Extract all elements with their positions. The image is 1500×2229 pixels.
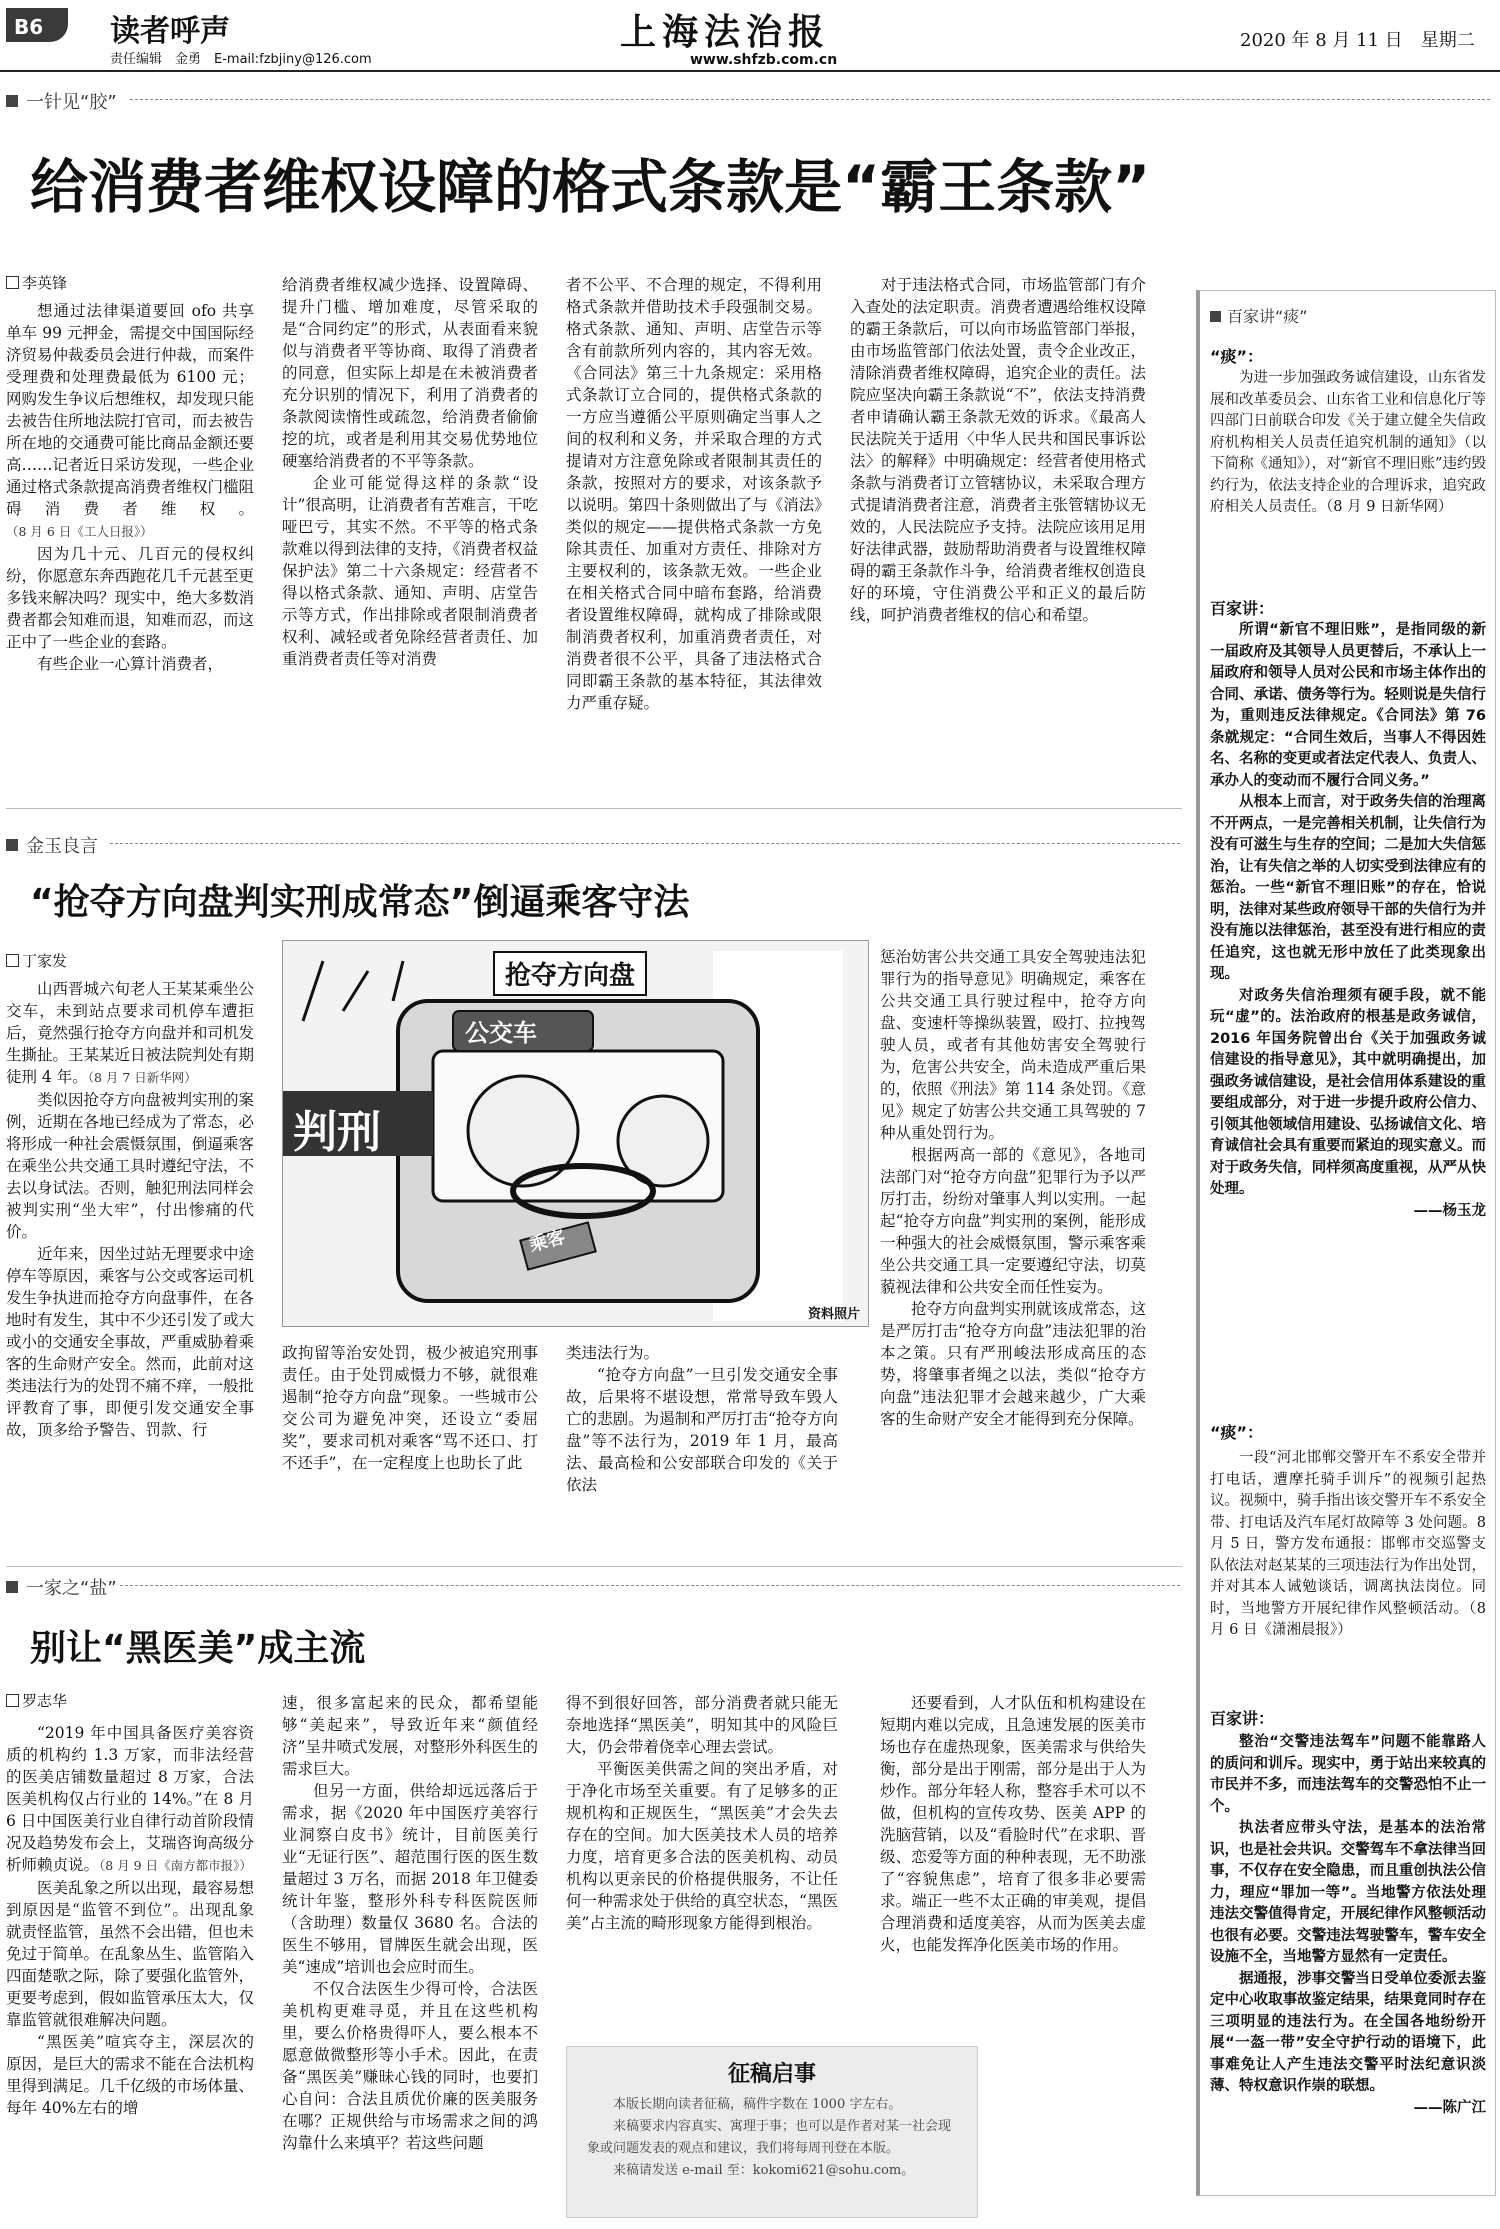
a3-source: （8 月 9 日《南方都市报》） <box>99 1858 252 1873</box>
sidebar-p1 <box>1210 368 1486 562</box>
sidebar-p3-text: 从根本上而言，对于政务失信的治理离不开两点，一是完善相关机制，让失信行为没有可滋生与生存的空间；二是加大失信惩治，让有失信之举的人切实受到法律应有的惩治。一些“新官不理旧账”的存在，恰说明，法律对某些政府领导干部的失信行为并没有施以法律惩治，甚至没有进行相应的责任追究，这也就无形中放任了此类现象出现。 <box>1210 794 1486 982</box>
sidebar-heading-1: “痰”： <box>1210 347 1264 366</box>
a2-col2 <box>282 1342 538 1540</box>
column-tag-1 <box>6 88 117 114</box>
a2-c2p1: 政拘留等治安处罚，极少被追究刑事责任。由于处罚威慑力不够，就很难遏制“抢夺方向盘”现象。一些城市公交公司为避免冲突，还设立“委屈奖”，要求司机对乘客“骂不还口、打不还手”，在一定程度上也助长了此 <box>282 1344 538 1472</box>
tag-rule <box>130 99 1490 100</box>
headline-3: 别让“黑医美”成主流 <box>30 1628 366 1669</box>
a1-c4p1: 对于违法格式合同，市场监管部门有介入查处的法定职责。消费者遭遇给维权设障的霸王条款后，可以向市场监管部门举报，由市场监管部门依法处置，责令企业改正，清除消费者维权障碍，追究企业的责任。法院应坚决向霸王条款说“不”，依法支持消费者申请确认霸王条款无效的诉求。《最高人民法院关于适用〈中华人民共和国民事诉讼法〉的解释》中明确规定：经营者使用格式条款与消费者订立管辖协议，未采取合理方式提请消费者注意，消费者主张管辖协议无效的，人民法院应予支持。法院应该用足用好法律武器，鼓励帮助消费者与设置维权障碍的霸王条款作斗争，给消费者维权创造良好的环境，守住消费公平和正义的最后防线，呵护消费者维权的信心和希望。 <box>850 276 1146 624</box>
column-tag-2 <box>6 832 98 858</box>
a3-c4p1: 还要看到，人才队伍和机构建设在短期内难以完成，且急速发展的医美市场也存在虚热现象，医美需求与供给失衡，部分是出于刚需，部分是出于人为炒作。部分年轻人称，整容手术可以不做，但机构的宣传攻势、医美 APP 的洗脑营销，以及“看脸时代”在求职、晋级、恋爱等方面的种种表现，无不助涨了“容貌焦虑”，培育了很多非必要需求。端正一些不太正确的审美观，提倡合理消费和适度美容，从而为医美去虚火，也能发挥净化医美市场的作用。 <box>880 1694 1146 1954</box>
masthead: 上海法治报 <box>620 11 831 53</box>
square-icon <box>1210 311 1221 322</box>
notice-line-1: 本版长期向读者征稿，稿件字数在 1000 字左右。 <box>613 2097 902 2112</box>
a2-c3p2: “抢夺方向盘”一旦引发交通安全事故，后果将不堪设想，常常导致车毁人亡的悲剧。为遏制和严厉打击“抢夺方向盘”等不法行为，2019 年 1 月，最高法、最高检和公安部联合印发的《关于依法 <box>566 1366 838 1494</box>
sidebar-p1-source: （8 月 9 日新华网） <box>1326 499 1453 515</box>
a3-c2p2: 但另一方面，供给却远远落后于需求，据《2020 年中国医疗美容行业洞察白皮书》统计，目前医美行业“无证行医”、超范围行医的医生数量超过 3 万名，而据 2018 年卫健委统计年鉴，整形外科专科医院医师（含助理）数量仅 3680 名。合法的医生不够用，冒牌医生就会出现，医美“速成”培训也会应时而生。 <box>282 1782 538 1976</box>
headline-2: “抢夺方向盘判实刑成常态”倒逼乘客守法 <box>30 882 690 923</box>
a1-c2p1: 给消费者维权减少选择、设置障碍、提升门槛、增加难度，尽管采取的是“合同约定”的形式，从表面看来貌似与消费者平等协商、取得了消费者的同意，但实际上却是在未被消费者充分识别的情况下，利用了消费者的条款阅读惰性或疏忽，给消费者偷偷挖的坑，或者是利用其交易优势地位硬塞给消费者的不平等条款。 <box>282 276 538 470</box>
cartoon-caption: 抢夺方向盘 <box>493 951 647 996</box>
a2-c4p2: 根据两高一部的《意见》，各地司法部门对“抢夺方向盘”犯罪行为予以严厉打击，纷纷对肇事人判以实刑。一起起“抢夺方向盘”判实刑的案例，能形成一种强大的社会威慑氛围，警示乘客乘坐公共交通工具一定要遵纪守法，切莫藐视法律和公共安全而任性妄为。 <box>880 1146 1146 1296</box>
sidebar-p4-text: 对政务失信治理须有硬手段，就不能玩“虚”的。法治政府的根基是政务诚信，2016 年国务院曾出台《关于加强政务诚信建设的指导意见》，其中就明确提出，加强政务诚信建设，是社会信用体系建设的重要组成部分，对于进一步提升政府公信力、引领其他领域信用建设、弘扬诚信文化、培育诚信社会具有重要而紧迫的现实意义。而对于政务失信，同样须高度重视，从严从快处理。 <box>1210 987 1486 1197</box>
sidebar-p5-source: （8 月 6 日《潇湘晨报》） <box>1210 1600 1486 1638</box>
editor-line: 责任编辑 金勇 E-mail:fzbjiny@126.com <box>110 52 372 67</box>
notice-line-3: 来稿请发送 e-mail 至：kokomi621@sohu.com。 <box>613 2163 915 2178</box>
section-title: 读者呼声 <box>110 14 230 49</box>
a3-c1p3: “黑医美”喧宾夺主，深层次的原因，是巨大的需求不能在合法机构里得到满足。几千亿级的市场体量、每年 40%左右的增 <box>6 2033 254 2117</box>
sidebar-p2-text: 所谓“新官不理旧账”，是指同级的新一届政府及其领导人员更替后，不承认上一届政府和领导人员对公民和市场主体作出的合同、承诺、债务等行为。轻则说是失信行为，重则违反法律规定。《合同法》第 76 条就规定：“合同生效后，当事人不得因姓名、名称的变更或者法定代表人、负责人、承办人的变动而不履行合同义务。” <box>1210 622 1486 789</box>
a1-col4 <box>850 274 1146 768</box>
a2-c4p3: 抢夺方向盘判实刑就该成常态，这是严厉打击“抢夺方向盘”违法犯罪的治本之策。只有严刑峻法形成高压的态势，将肇事者绳之以法，类似“抢夺方向盘”违法犯罪才会越来越少，广大乘客的生命财产安全才能得到充分保障。 <box>880 1300 1146 1428</box>
square-icon <box>6 839 18 851</box>
a1-col2 <box>282 274 538 768</box>
page-letter: B <box>14 15 30 39</box>
sidebar-p7-text: 执法者应带头守法，是基本的法治常识，也是社会共识。交警驾车不拿法律当回事，不仅存在安全隐患，而且重创执法公信力，理应“罪加一等”。当地警方依法处理违法交警值得肯定，开展纪律作风整顿活动也很有必要。交警违法驾驶警车，警车安全设施不全，当地警方显然有一定责任。 <box>1210 1820 1486 1965</box>
header-rule <box>0 70 1500 72</box>
a1-c3p1: 者不公平、不合理的规定，不得利用格式条款并借助技术手段强制交易。格式条款、通知、声明、店堂告示等含有前款所列内容的，其内容无效。《合同法》第三十九条规定：采用格式条款订立合同的，提供格式条款的一方应当遵循公平原则确定当事人之间的权利和义务，并采取合理的方式提请对方注意免除或者限制其责任的条款，按照对方的要求，对该条款予以说明。第四十条则做出了与《消法》类似的规定——提供格式条款一方免除其责任、加重对方责任、排除对方主要权利的，该条款无效。一些企业在相关格式合同中暗布套路，给消费者设置维权障碍，就构成了排除或限制消费者权利，加重消费者责任，对消费者很不公平，具备了违法格式合同即霸王条款的基本特征，其法律效力严重存疑。 <box>566 276 822 712</box>
byline-2: 丁家发 <box>6 950 67 971</box>
sidebar-p5-text: 一段“河北邯郸交警开车不系安全带并打电话，遭摩托骑手训斥”的视频引起热议。视频中，骑手指出该交警开车不系安全带、打电话及汽车尾灯故障等 3 处问题。8 月 5 日，警方发布通报：邯郸市交巡警支队依法对赵某某的三项违法行为作出处罚，并对其本人诫勉谈话，调离执法岗位。同时，当地警方开展纪律作风整顿活动。 <box>1210 1450 1486 1617</box>
cartoon-bus-label: 公交车 <box>465 1019 537 1047</box>
notice-line-2: 来稿要求内容真实、寓理于事；也可以是作者对某一社会现象或问题发表的观点和建议，我们将每周刊登在本版。 <box>587 2119 952 2156</box>
byline-3: 罗志华 <box>6 1690 67 1711</box>
a1-c1p1: 想通过法律渠道要回 ofo 共享单车 99 元押金，需提交中国国际经济贸易仲裁委员会进行仲裁，而案件受理费和处理费最低为 6100 元；网购发生争议后想维权，却发现只能去被告住所地法院打官司，而去被告所在地的交通费可能比商品金额还要高……记者近日采访发现，一些企业通过格式条款提高消费者维权门槛阻碍消费者维权。 <box>6 302 254 518</box>
column-tag-label: 一针见“胶” <box>26 92 117 113</box>
call-for-submissions-box <box>566 2046 978 2218</box>
column-tag-label: 金玉良言 <box>26 836 98 857</box>
a3-c2p3: 不仅合法医生少得可怜，合法医美机构更难寻觅，并且在这些机构里，要么价格贵得吓人，要么根本不愿意做微整形等小手术。因此，在责备“黑医美”赚昧心钱的同时，也要扪心自问：合法且质优价廉的医美服务在哪？正规供给与市场需求之间的鸿沟靠什么来填平？若这些问题 <box>282 1980 538 2152</box>
a1-col3 <box>566 274 822 768</box>
a3-c3p2: 平衡医美供需之间的突出矛盾，对于净化市场至关重要。有了足够多的正规机构和正规医生，“黑医美”才会失去存在的空间。加大医美技术人员的培养力度，培育更多合法的医美机构、动员机构以更亲民的价格提供服务，不让任何一种需求处于供给的真空状态，“黑医美”占主流的畸形现象方能得到根治。 <box>566 1760 838 1932</box>
image-credit: 资料照片 <box>807 1307 860 1322</box>
sidebar-p8-text: 据通报，涉事交警当日受单位委派去鉴定中心收取事故鉴定结果，结果竟同时存在三项明显的违法行为。在全国各地纷纷开展“一盔一带”安全守护行动的语境下，此事难免让人产生违法交警平时法纪意识淡薄、特权意识作崇的联想。 <box>1210 1970 1486 2094</box>
a3-col2 <box>282 1692 538 2222</box>
page-number: 6 <box>29 15 44 39</box>
a3-c3p1: 得不到很好回答，部分消费者就只能无奈地选择“黑医美”，明知其中的风险巨大，仍会带着侥幸心理去尝试。 <box>566 1694 838 1756</box>
sidebar-p1-text: 为进一步加强政务诚信建设，山东省发展和改革委员会、山东省工业和信息化厅等四部门日前联合印发《关于建立健全失信政府机构相关人员责任追究机制的通知》（以下简称《通知》），对“新官不理旧账”违约毁约行为，依法支持企业的合理诉求，追究政府相关人员责任。 <box>1210 370 1486 515</box>
a2-c3p1: 类违法行为。 <box>566 1344 660 1362</box>
a2-c1p3: 近年来，因坐过站无理要求中途停车等原因，乘客与公交或客运司机发生争执进而抢夺方向盘事件，在各地时有发生，其中不少还引发了或大或小的交通安全事故，严重威胁着乘客的生命财产安全。然而，此前对这类违法行为的处罚不痛不痒，一般批评教育了事，即便引发交通安全事故，顶多给予警告、罚款、行 <box>6 1245 254 1439</box>
a2-col1 <box>6 978 254 1540</box>
sidebar-heading-2: 百家讲： <box>1210 599 1275 618</box>
sidebar-heading-3: “痰”： <box>1210 1423 1264 1442</box>
cartoon-badge-label: 乘客 <box>527 1226 568 1257</box>
a3-c1p1: “2019 年中国具备医疗美容资质的机构约 1.3 万家，而非法经营的医美店铺数量超过 8 万家，合法医美机构仅占行业的 14%。”在 8 月 6 日中国医美行业自律行动首阶段情况及趋势发布会上，艾瑞咨询高级分析师赖贞说。 <box>6 1724 254 1874</box>
page-badge <box>6 8 68 42</box>
byline-1: 李英锋 <box>6 272 67 293</box>
a2-c4p1: 惩治妨害公共交通工具安全驾驶违法犯罪行为的指导意见》明确规定，乘客在公共交通工具行驶过程中，抢夺方向盘、变速杆等操纵装置，殴打、拉拽驾驶人员，或者有其他妨害安全驾驶行为，危害公共安全，尚未造成严重后果的，依照《刑法》第 114 条处罚。《意见》规定了妨害公共交通工具驾驶的 7 种从重处罚行为。 <box>880 948 1146 1142</box>
cartoon-image <box>282 940 869 1327</box>
a3-col4 <box>880 1692 1146 2032</box>
sidebar-p6 <box>1210 1732 1486 2192</box>
sidebar-p5 <box>1210 1448 1486 1712</box>
square-icon <box>6 1581 18 1593</box>
issue-date: 2020 年 8 月 11 日 星期二 <box>1240 30 1475 51</box>
sidebar-heading-4: 百家讲： <box>1210 1709 1275 1728</box>
a1-source: （8 月 6 日《工人日报》） <box>6 524 153 539</box>
a1-c2p2: 企业可能觉得这样的条款“设计”很高明，让消费者有苦难言，干吃哑巴亏，其实不然。不平等的格式条款难以得到法律的支持，《消费者权益保护法》第二十六条规定：经营者不得以格式条款、通知、声明、店堂告示等方式，作出排除或者限制消费者权利、减轻或者免除经营者责任、加重消费者责任等对消费 <box>282 474 538 668</box>
a3-col3 <box>566 1692 838 2032</box>
signature-1: ——杨玉龙 <box>1413 1202 1486 1219</box>
sidebar-tag-label: 百家讲“痰” <box>1227 307 1308 326</box>
tag-rule <box>110 843 1180 844</box>
signature-2: ——陈广江 <box>1413 2099 1486 2116</box>
site-url[interactable]: www.shfzb.com.cn <box>690 52 838 68</box>
headline-1: 给消费者维权设障的格式条款是“霸王条款” <box>30 153 1151 221</box>
a2-col3 <box>566 1342 838 1540</box>
column-tag-3 <box>6 1574 117 1600</box>
a1-c1p2: 因为几十元、几百元的侵权纠纷，你愿意东奔西跑花几千元甚至更多钱来解决吗？现实中，绝大多数消费者都会知难而退，知难而忍，而这正中了一些企业的套路。 <box>6 545 254 651</box>
a2-c1p2: 类似因抢夺方向盘被判实刑的案例，近期在各地已经成为了常态，必将形成一种社会震慑氛围，倒逼乘客在乘坐公共交通工具时遵纪守法，不去以身试法。否则，触犯刑法同样会被判实刑“坐大牢”，付出惨痛的代价。 <box>6 1091 254 1241</box>
a3-c2p1: 速，很多富起来的民众，都希望能够“美起来”，导致近年来“颜值经济”呈井喷式发展，对整形外科医生的需求巨大。 <box>282 1694 538 1778</box>
square-icon <box>6 95 18 107</box>
sidebar-tag <box>1210 304 1308 327</box>
tag-rule <box>120 1585 1180 1586</box>
a2-col4 <box>880 946 1146 1540</box>
a3-col1 <box>6 1722 254 2222</box>
a1-c1p3: 有些企业一心算计消费者， <box>37 655 224 673</box>
a3-c1p2: 医美乱象之所以出现，最容易想到原因是“监管不到位”。出现乱象就责怪监管，虽然不会出错，但也未免过于简单。在乱象丛生、监管陷入四面楚歌之际，除了要强化监管外，更要考虑到，假如监管承压太大，仅靠监管就很难解决问题。 <box>6 1879 254 2029</box>
notice-title: 征稿启事 <box>727 2062 816 2087</box>
cartoon-sentence-label: 判刑 <box>293 1107 381 1158</box>
a2-c1p1: 山西晋城六旬老人王某某乘坐公交车，未到站点要求司机停车遭拒后，竟然强行抢夺方向盘并和司机发生撕扯。王某某近日被法院判处有期徒刑 4 年。 <box>6 980 254 1086</box>
sidebar-p2 <box>1210 620 1486 1376</box>
article-divider <box>6 808 1182 809</box>
a1-col1 <box>6 300 254 770</box>
column-tag-label: 一家之“盐” <box>26 1578 117 1599</box>
sidebar-p6-text: 整治“交警违法驾车”问题不能靠路人的质问和训斥。现实中，勇于站出来较真的市民并不多，而违法驾车的交警恐怕不止一个。 <box>1210 1734 1486 1815</box>
article-divider <box>6 1566 1182 1567</box>
a2-source: （8 月 7 日新华网） <box>87 1070 197 1085</box>
